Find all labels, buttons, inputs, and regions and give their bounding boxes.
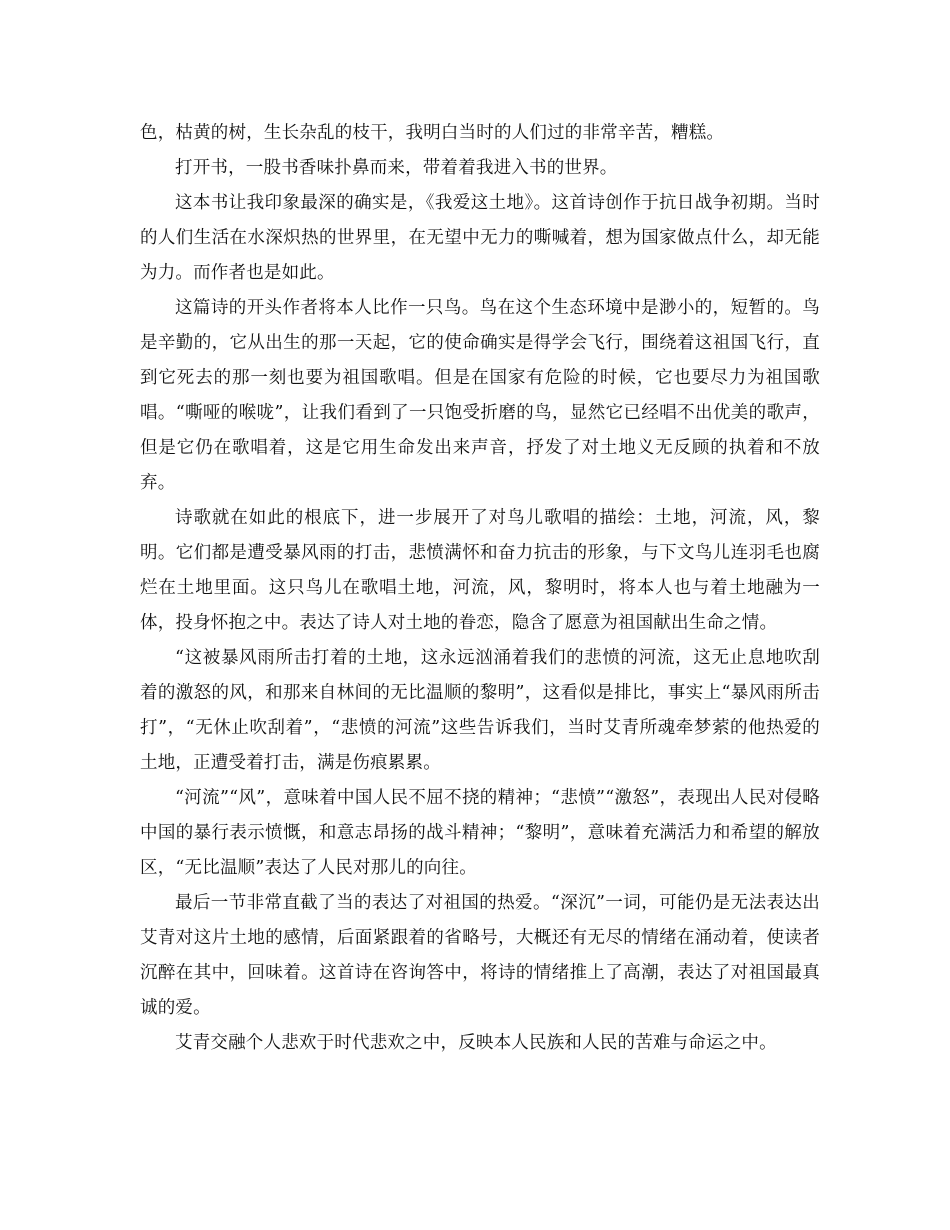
document-body xyxy=(140,116,820,1061)
paragraph-4: 这篇诗的开头作者将本人比作一只鸟。鸟在这个生态环境中是渺小的，短暂的。鸟是辛勤的，它从出生的那一天起，它的使命确实是得学会飞行，围绕着这祖国飞行，直到它死去的那一刻也要为祖国歌唱。但是在国家有危险的时候，它也要尽力为祖国歌唱。“嘶哑的喉咙”，让我们看到了一只饱受折磨的鸟，显然它已经唱不出优美的歌声，但是它仍在歌唱着，这是它用生命发出来声音，抒发了对土地义无反顾的执着和不放弃。 xyxy=(140,298,820,493)
paragraph-9: 艾青交融个人悲欢于时代悲欢之中，反映本人民族和人民的苦难与命运之中。 xyxy=(175,1033,777,1053)
paragraph-1: 色，枯黄的树，生长杂乱的枝干，我明白当时的人们过的非常辛苦，糟糕。 xyxy=(140,123,725,143)
paragraph-3: 这本书让我印象最深的确实是，《我爱这土地》。这首诗创作于抗日战争初期。当时的人们生活在水深炽热的世界里，在无望中无力的嘶喊着，想为国家做点什么，却无能为力。而作者也是如此。 xyxy=(140,193,820,283)
paragraph-2: 打开书，一股书香味扑鼻而来，带着着我进入书的世界。 xyxy=(175,158,618,178)
paragraph-7: “河流”“风”，意味着中国人民不屈不挠的精神；“悲愤”“激怒”，表现出人民对侵略中国的暴行表示愤慨，和意志昂扬的战斗精神；“黎明”，意味着充满活力和希望的解放区，“无比温顺”表达了人民对那儿的向往。 xyxy=(140,788,820,878)
paragraph-8: 最后一节非常直截了当的表达了对祖国的热爱。“深沉”一词，可能仍是无法表达出艾青对这片土地的感情，后面紧跟着的省略号，大概还有无尽的情绪在涌动着，使读者沉醉在其中，回味着。这首诗在咨询答中，将诗的情绪推上了高潮，表达了对祖国最真诚的爱。 xyxy=(140,893,820,1018)
paragraph-5: 诗歌就在如此的根底下，进一步展开了对鸟儿歌唱的描绘：土地，河流，风，黎明。它们都是遭受暴风雨的打击，悲愤满怀和奋力抗击的形象，与下文鸟儿连羽毛也腐烂在土地里面。这只鸟儿在歌唱土地，河流，风，黎明时，将本人也与着土地融为一体，投身怀抱之中。表达了诗人对土地的眷恋，隐含了愿意为祖国献出生命之情。 xyxy=(140,508,820,633)
paragraph-6: “这被暴风雨所击打着的土地，这永远汹涌着我们的悲愤的河流，这无止息地吹刮着的激怒的风，和那来自林间的无比温顺的黎明”，这看似是排比，事实上“暴风雨所击打”，“无休止吹刮着”，“悲愤的河流”这些告诉我们，当时艾青所魂牵梦萦的他热爱的土地，正遭受着打击，满是伤痕累累。 xyxy=(140,648,820,773)
